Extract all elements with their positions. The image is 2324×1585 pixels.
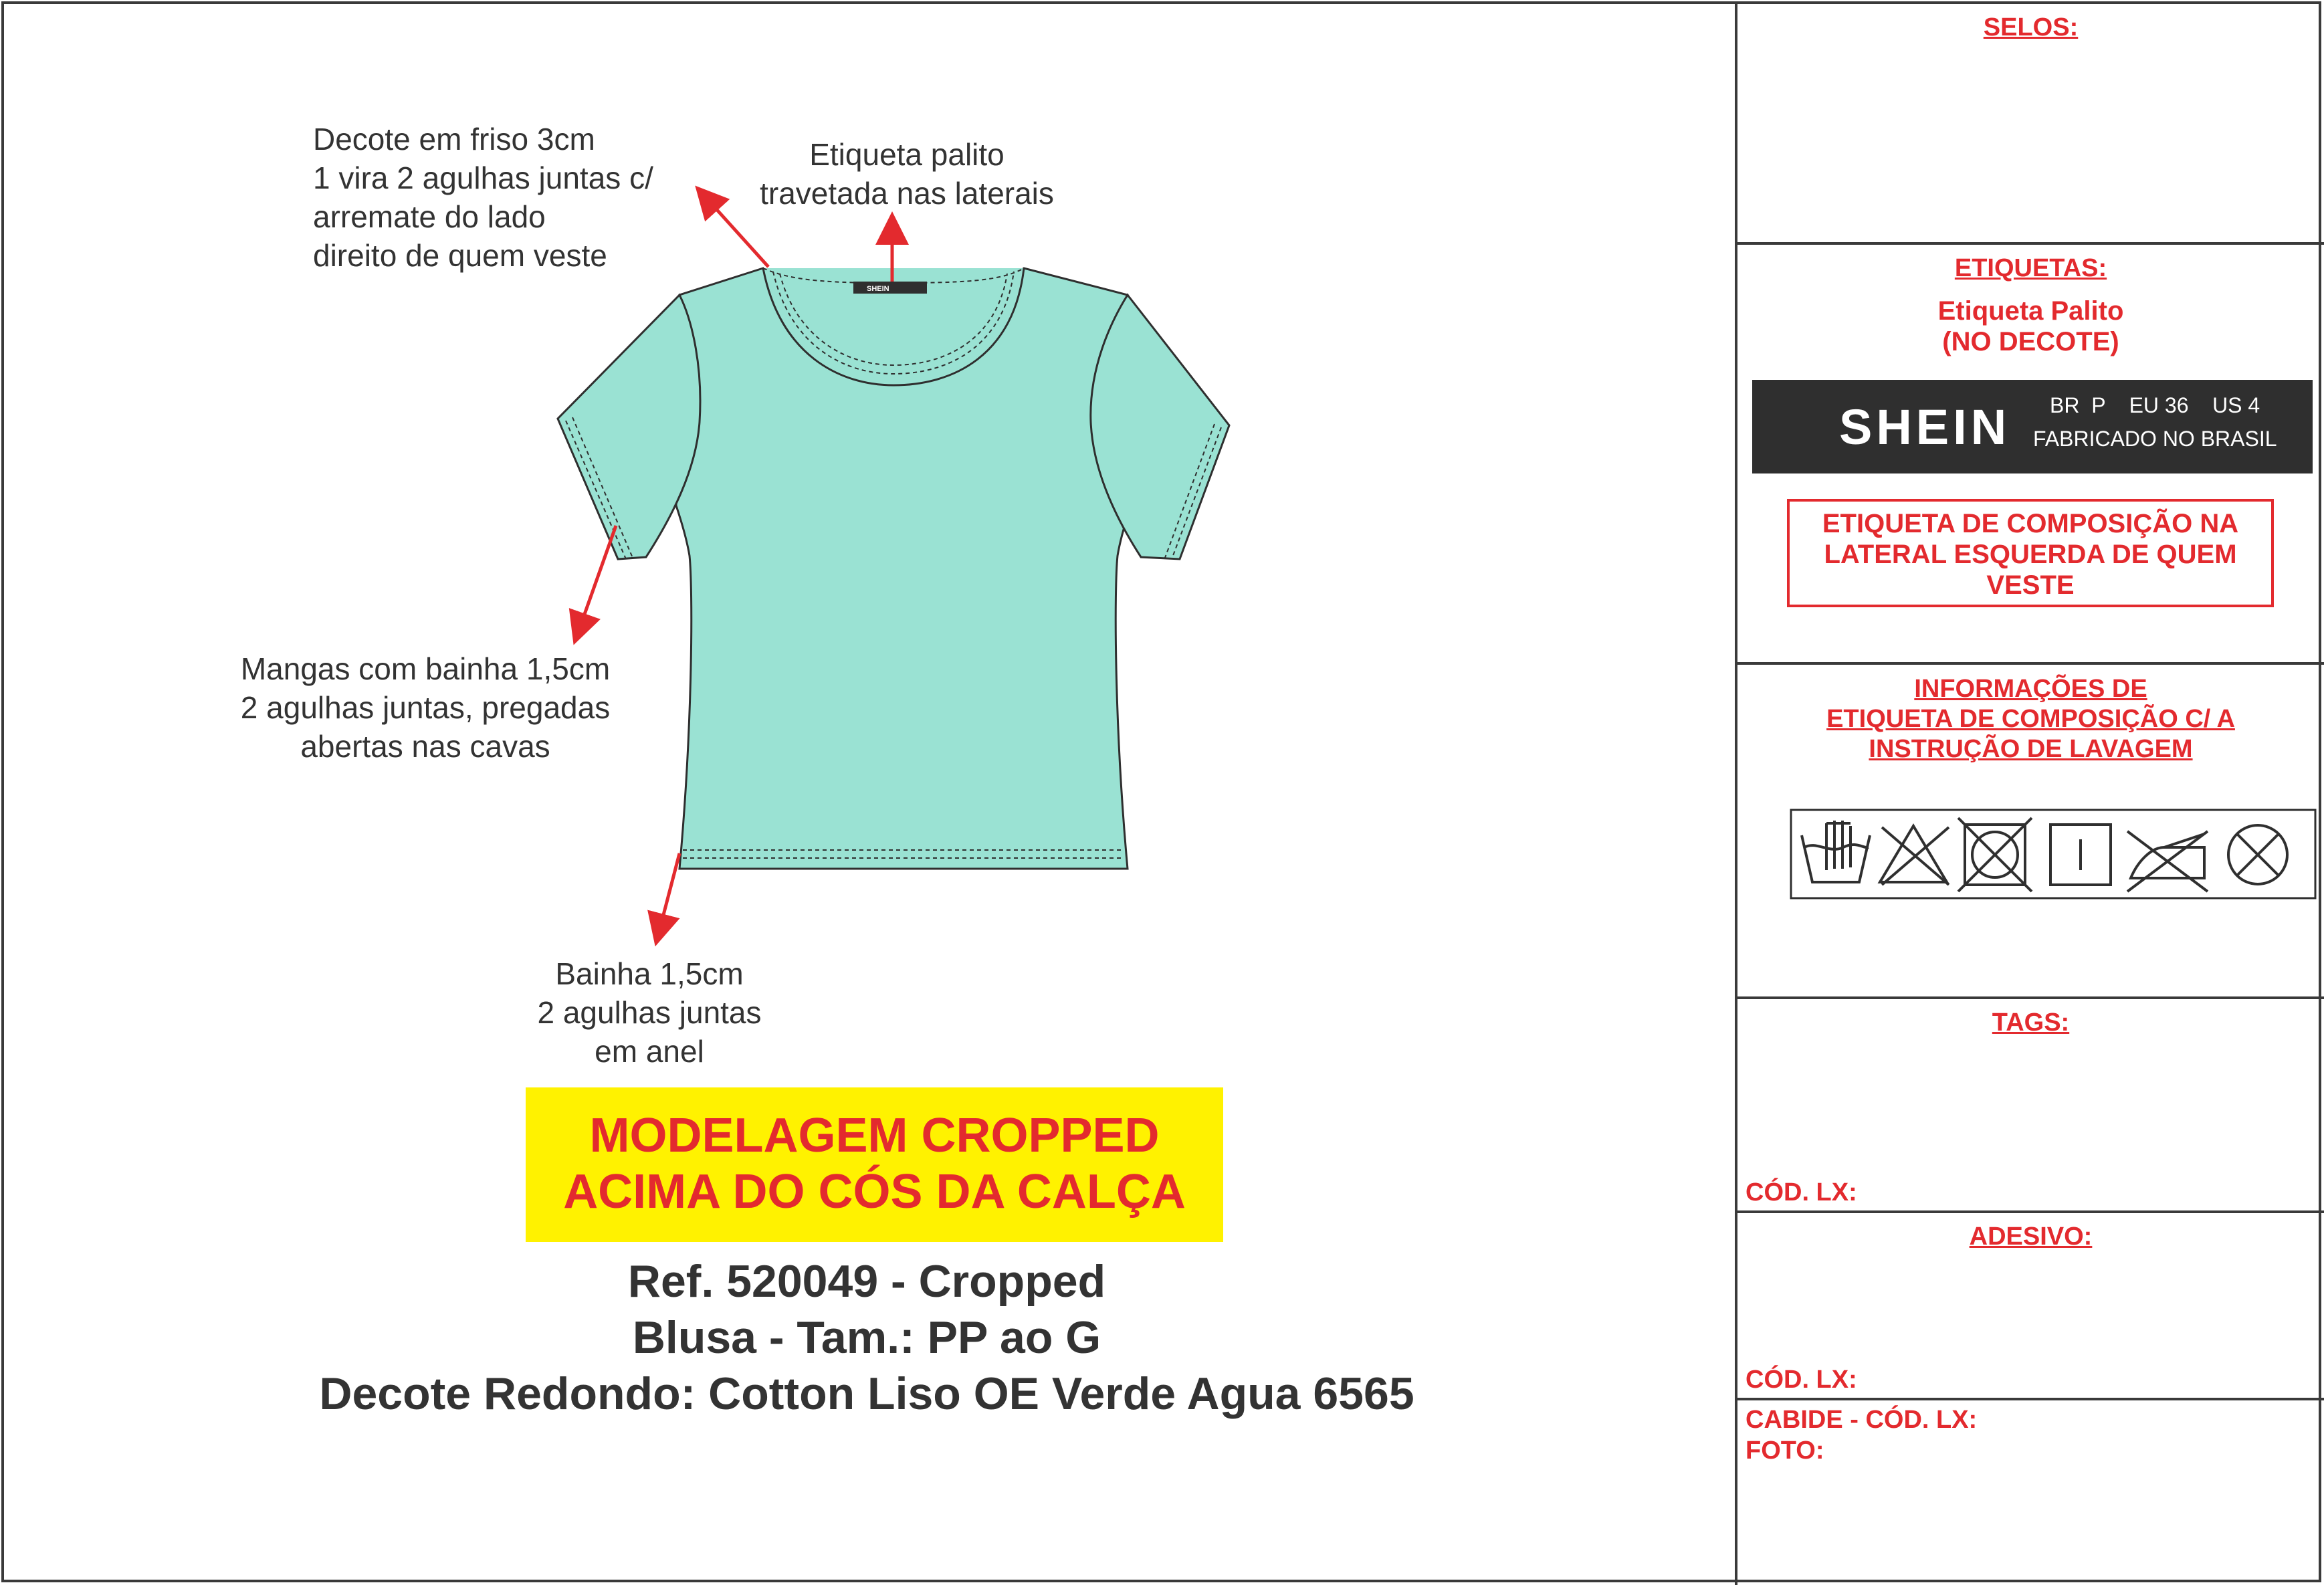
section-etiquetas: ETIQUETAS: Etiqueta Palito (NO DECOTE) SHEIN BR P EU 36 US 4 FABRICADO NO BRASIL ETIQUETA DE COMPOSIÇÃO NA LATERAL ESQUERDA DE QUEM VESTE bbox=[1737, 245, 2324, 665]
composition-box: ETIQUETA DE COMPOSIÇÃO NA LATERAL ESQUERDA DE QUEM VESTE bbox=[1787, 499, 2274, 607]
note-neckline: Decote em friso 3cm 1 vira 2 agulhas juntas c/ arremate do lado direito de quem veste bbox=[313, 122, 653, 273]
shein-brand-label bbox=[1752, 380, 2313, 473]
tech-sheet bbox=[1, 1, 2321, 1582]
brand-made-in: FABRICADO NO BRASIL bbox=[2033, 427, 2277, 451]
tags-code-label: CÓD. LX: bbox=[1746, 1178, 1857, 1206]
section-informacoes: INFORMAÇÕES DE ETIQUETA DE COMPOSIÇÃO C/ A INSTRUÇÃO DE LAVAGEM bbox=[1737, 665, 2324, 999]
brand-name: SHEIN bbox=[1839, 399, 2011, 455]
ref-code: Ref. 520049 - Cropped bbox=[627, 1256, 1106, 1307]
ref-description: Decote Redondo: Cotton Liso OE Verde Agua 6565 bbox=[319, 1368, 1414, 1419]
svg-text:SHEIN: SHEIN bbox=[867, 285, 889, 293]
reference-block bbox=[231, 1253, 1502, 1422]
sidebar bbox=[1735, 4, 2324, 1585]
care-symbols bbox=[1790, 809, 2317, 900]
photo-label: FOTO: bbox=[1746, 1437, 1824, 1465]
note-hem: Bainha 1,5cm 2 agulhas juntas em anel bbox=[537, 956, 762, 1069]
cabide-code-label: CABIDE - CÓD. LX: bbox=[1746, 1406, 1978, 1434]
brand-sizes: BR P EU 36 US 4 bbox=[2050, 393, 2260, 417]
ref-product: Blusa - Tam.: PP ao G bbox=[632, 1312, 1101, 1363]
note-sleeves: Mangas com bainha 1,5cm 2 agulhas juntas, pregadas abertas nas cavas bbox=[240, 651, 611, 764]
modelagem-highlight: MODELAGEM CROPPED ACIMA DO CÓS DA CALÇA bbox=[526, 1087, 1223, 1242]
section-tags: TAGS: CÓD. LX: bbox=[1737, 999, 2324, 1213]
section-cabide bbox=[1737, 1400, 2324, 1585]
adesivo-code-label: CÓD. LX: bbox=[1746, 1366, 1857, 1394]
note-label: Etiqueta palito travetada nas laterais bbox=[760, 137, 1054, 211]
section-selos: SELOS: bbox=[1737, 4, 2324, 245]
section-adesivo: ADESIVO: CÓD. LX: bbox=[1737, 1213, 2324, 1400]
